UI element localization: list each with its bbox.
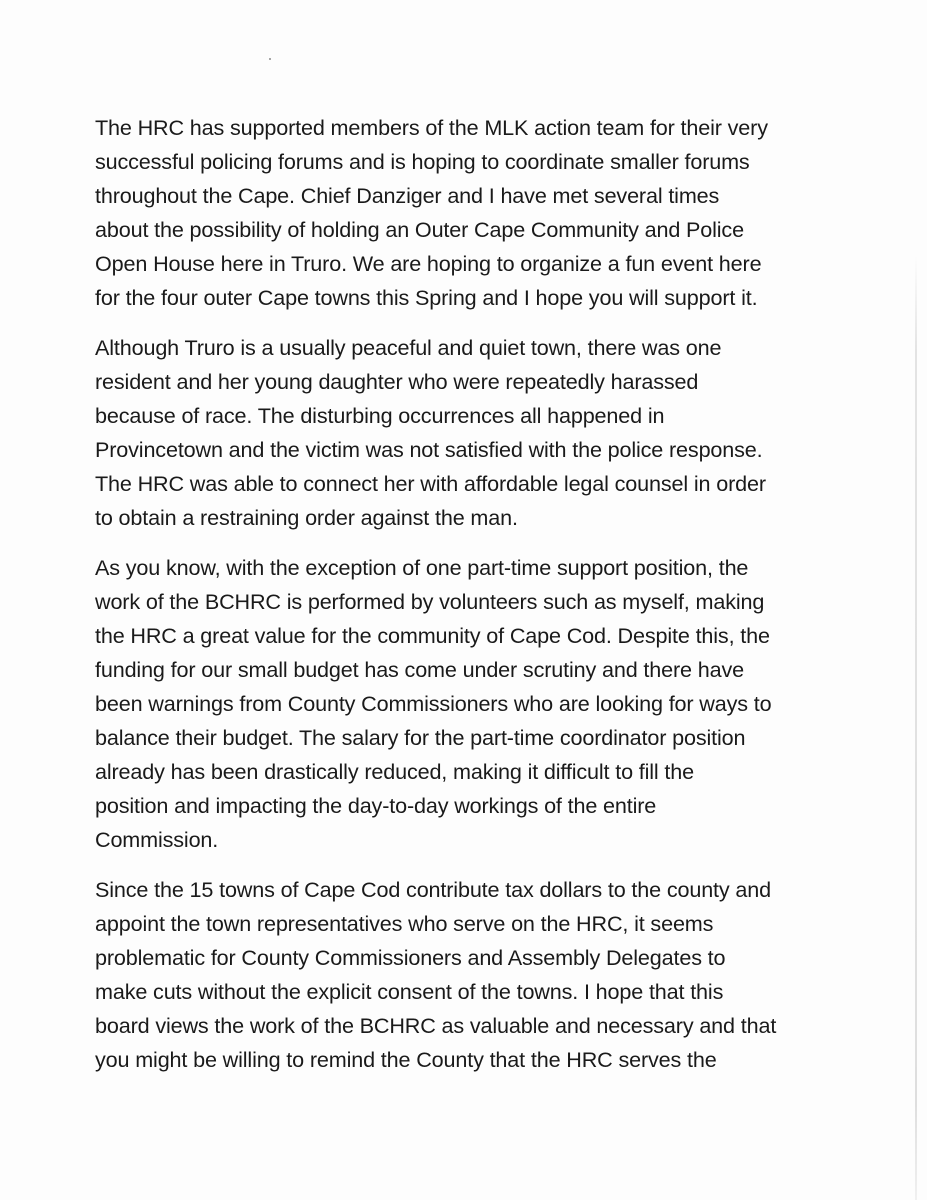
letter-body (95, 111, 825, 1093)
text-line: already has been drastically reduced, making it difficult to fill the (95, 759, 694, 784)
text-line: throughout the Cape. Chief Danziger and I have met several times (95, 183, 720, 208)
scan-speck (269, 58, 271, 60)
text-line: make cuts without the explicit consent of the towns. I hope that this (95, 979, 724, 1004)
text-line: board views the work of the BCHRC as valuable and necessary and that (95, 1013, 777, 1038)
text-line: the HRC a great value for the community of Cape Cod. Despite this, the (95, 623, 770, 648)
text-line: because of race. The disturbing occurrences all happened in (95, 403, 665, 428)
text-line: to obtain a restraining order against the man. (95, 505, 518, 530)
text-line: As you know, with the exception of one part-time support position, the (95, 555, 749, 580)
paragraph-harassment-case (95, 331, 825, 535)
text-line: The HRC was able to connect her with affordable legal counsel in order (95, 471, 766, 496)
text-line: Open House here in Truro. We are hoping to organize a fun event here (95, 251, 762, 276)
text-line: resident and her young daughter who were repeatedly harassed (95, 369, 699, 394)
text-line: The HRC has supported members of the MLK action team for their very (95, 115, 768, 140)
text-line: balance their budget. The salary for the part-time coordinator position (95, 725, 746, 750)
scan-shadow-edge (915, 255, 917, 1200)
paragraph-budget (95, 551, 825, 857)
paragraph-policing-forums (95, 111, 825, 315)
text-line: Provincetown and the victim was not satisfied with the police response. (95, 437, 763, 462)
text-line: about the possibility of holding an Outer Cape Community and Police (95, 217, 744, 242)
text-line: funding for our small budget has come under scrutiny and there have (95, 657, 744, 682)
text-line: appoint the town representatives who serve on the HRC, it seems (95, 911, 714, 936)
text-line: for the four outer Cape towns this Spring and I hope you will support it. (95, 285, 758, 310)
paragraph-towns-request (95, 873, 825, 1077)
text-line: you might be willing to remind the County that the HRC serves the (95, 1047, 717, 1072)
text-line: work of the BCHRC is performed by volunteers such as myself, making (95, 589, 765, 614)
text-line: Since the 15 towns of Cape Cod contribute tax dollars to the county and (95, 877, 771, 902)
text-line: Commission. (95, 827, 219, 852)
text-line: position and impacting the day-to-day workings of the entire (95, 793, 657, 818)
text-line: problematic for County Commissioners and Assembly Delegates to (95, 945, 726, 970)
text-line: Although Truro is a usually peaceful and quiet town, there was one (95, 335, 722, 360)
text-line: successful policing forums and is hoping to coordinate smaller forums (95, 149, 750, 174)
text-line: been warnings from County Commissioners who are looking for ways to (95, 691, 772, 716)
